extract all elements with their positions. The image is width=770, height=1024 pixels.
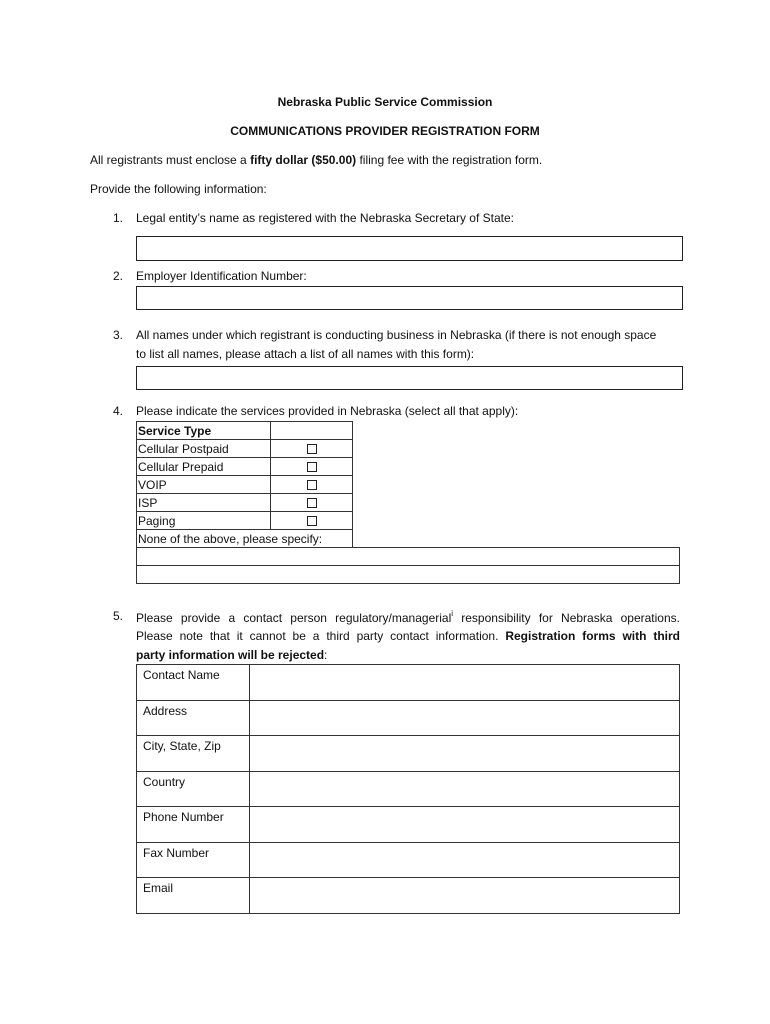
table-row [137,842,680,878]
paging-checkbox[interactable] [307,516,317,526]
service-label-cellular-prepaid: Cellular Prepaid [137,458,271,476]
fee-amount: fifty dollar ($50.00) [250,153,357,167]
provide-instruction: Provide the following information: [90,182,267,196]
agency-title: Nebraska Public Service Commission [277,95,493,109]
fax-number-label: Fax Number [137,842,250,878]
specify-field-1[interactable] [136,547,680,566]
q3-label-line2: to list all names, please attach a list of all names with this form): [136,347,475,361]
contact-name-field[interactable] [250,665,680,701]
table-row [137,736,680,772]
address-field[interactable] [250,700,680,736]
specify-field-2[interactable] [136,565,680,584]
form-title: COMMUNICATIONS PROVIDER REGISTRATION FORM [230,124,540,138]
q5-line1-text: Please provide a contact person regulatory/managerial [136,611,452,625]
q5-number: 5. [113,609,124,623]
email-field[interactable] [250,878,680,914]
business-names-field[interactable] [136,366,683,390]
q5-line2-text: Please note that it cannot be a third party contact information. [136,629,506,643]
service-type-header: Service Type [137,422,271,440]
service-label-paging: Paging [137,512,271,530]
q2-number: 2. [113,269,124,283]
city-state-zip-field[interactable] [250,736,680,772]
address-label: Address [137,700,250,736]
q3-label-line1: All names under which registrant is conducting business in Nebraska (if there is not enough space [136,328,657,342]
q5-line3-colon: : [324,648,328,662]
service-label-cellular-postpaid: Cellular Postpaid [137,440,271,458]
service-label-isp: ISP [137,494,271,512]
services-header-row [137,422,353,440]
table-row [137,494,353,512]
table-row [137,512,353,530]
contact-table [136,664,680,914]
q5-line1 [136,610,680,624]
q5-warning-start: Registration forms with third [505,629,680,643]
service-check-header [271,422,353,440]
fee-statement [90,154,542,166]
email-label: Email [137,878,250,914]
q5-warning-end: party information will be rejected [136,648,325,662]
q2-label: Employer Identification Number: [136,269,307,283]
fee-text-pre: All registrants must enclose a [90,153,251,167]
legal-entity-name-field[interactable] [136,236,683,261]
q1-number: 1. [113,211,124,225]
table-row [137,771,680,807]
service-label-voip: VOIP [137,476,271,494]
q5-line2 [136,630,680,642]
none-of-above-label: None of the above, please specify: [137,530,353,548]
voip-checkbox[interactable] [307,480,317,490]
table-row [137,665,680,701]
q5-line1-text-end: responsibility for Nebraska operations. [453,611,680,625]
table-row [137,878,680,914]
q4-number: 4. [113,404,124,418]
cellular-prepaid-checkbox[interactable] [307,462,317,472]
employer-id-field[interactable] [136,286,683,310]
table-row [137,458,353,476]
services-table [136,421,353,548]
table-row [137,807,680,843]
cellular-postpaid-checkbox[interactable] [307,444,317,454]
table-row [137,530,353,548]
table-row [137,700,680,736]
phone-number-field[interactable] [250,807,680,843]
phone-number-label: Phone Number [137,807,250,843]
q3-number: 3. [113,328,124,342]
city-state-zip-label: City, State, Zip [137,736,250,772]
isp-checkbox[interactable] [307,498,317,508]
country-label: Country [137,771,250,807]
fee-text-post: filing fee with the registration form. [356,153,543,167]
q1-label: Legal entity’s name as registered with the Nebraska Secretary of State: [136,211,514,225]
table-row [137,440,353,458]
q4-label: Please indicate the services provided in Nebraska (select all that apply): [136,404,519,418]
q5-line3 [136,649,327,661]
fax-number-field[interactable] [250,842,680,878]
footnote-marker[interactable]: i [451,609,454,618]
contact-name-label: Contact Name [137,665,250,701]
country-field[interactable] [250,771,680,807]
table-row [137,476,353,494]
